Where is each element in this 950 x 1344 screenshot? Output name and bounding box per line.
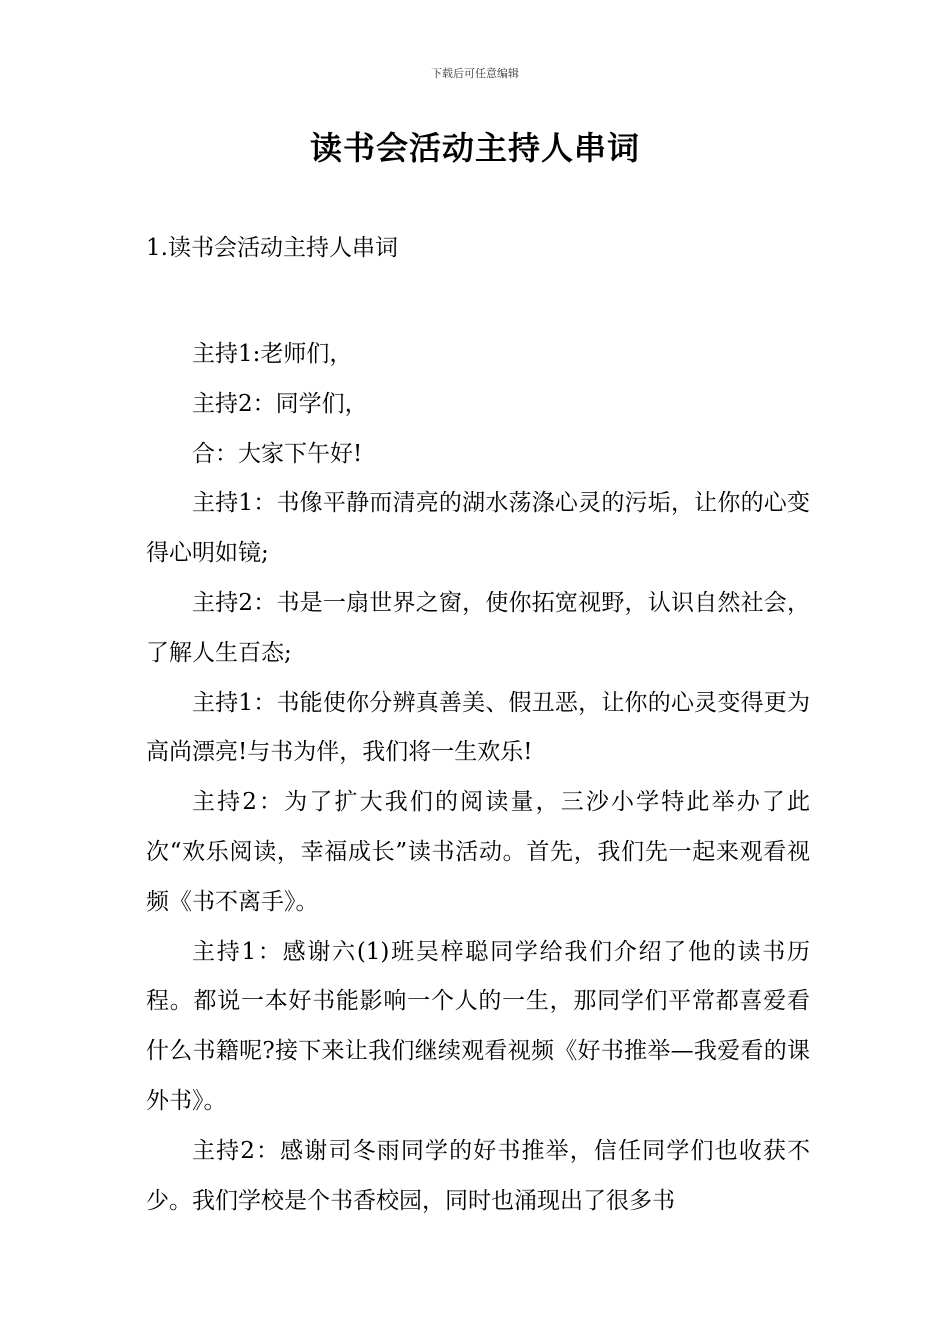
body-text bbox=[146, 330, 810, 1226]
paragraph: 主持2：同学们， bbox=[192, 390, 368, 417]
document-title: 读书会活动主持人串词 bbox=[309, 129, 640, 167]
paragraph: 主持1：感谢六(1)班吴梓聪同学给我们介绍了他的读书历程。都说一本好书能影响一个人的一生，那同学们平常都喜爱看什么书籍呢?接下来让我们继续观看视频《好书推举—我爱看的课外书》。 bbox=[146, 938, 810, 1114]
paragraph: 主持2：感谢司冬雨同学的好书推举，信任同学们也收获不少。我们学校是个书香校园，同时也涌现出了很多书 bbox=[146, 1137, 810, 1214]
section-heading: 1.读书会活动主持人串词 bbox=[146, 235, 398, 261]
paragraph: 主持2：为了扩大我们的阅读量，三沙小学特此举办了此次“欢乐阅读，幸福成长”读书活动。首先，我们先一起来观看视频《书不离手》。 bbox=[146, 789, 810, 915]
paragraph: 主持1:老师们， bbox=[192, 341, 353, 367]
paragraph: 主持1：书能使你分辨真善美、假丑恶，让你的心灵变得更为高尚漂亮!与书为伴，我们将一生欢乐! bbox=[146, 689, 810, 766]
paragraph: 主持1：书像平静而清亮的湖水荡涤心灵的污垢，让你的心变得心明如镜; bbox=[146, 490, 810, 567]
paragraph: 合：大家下午好! bbox=[192, 440, 363, 467]
header-note: 下载后可任意编辑 bbox=[431, 67, 519, 80]
paragraph: 主持2：书是一扇世界之窗，使你拓宽视野，认识自然社会，了解人生百态; bbox=[146, 589, 810, 666]
